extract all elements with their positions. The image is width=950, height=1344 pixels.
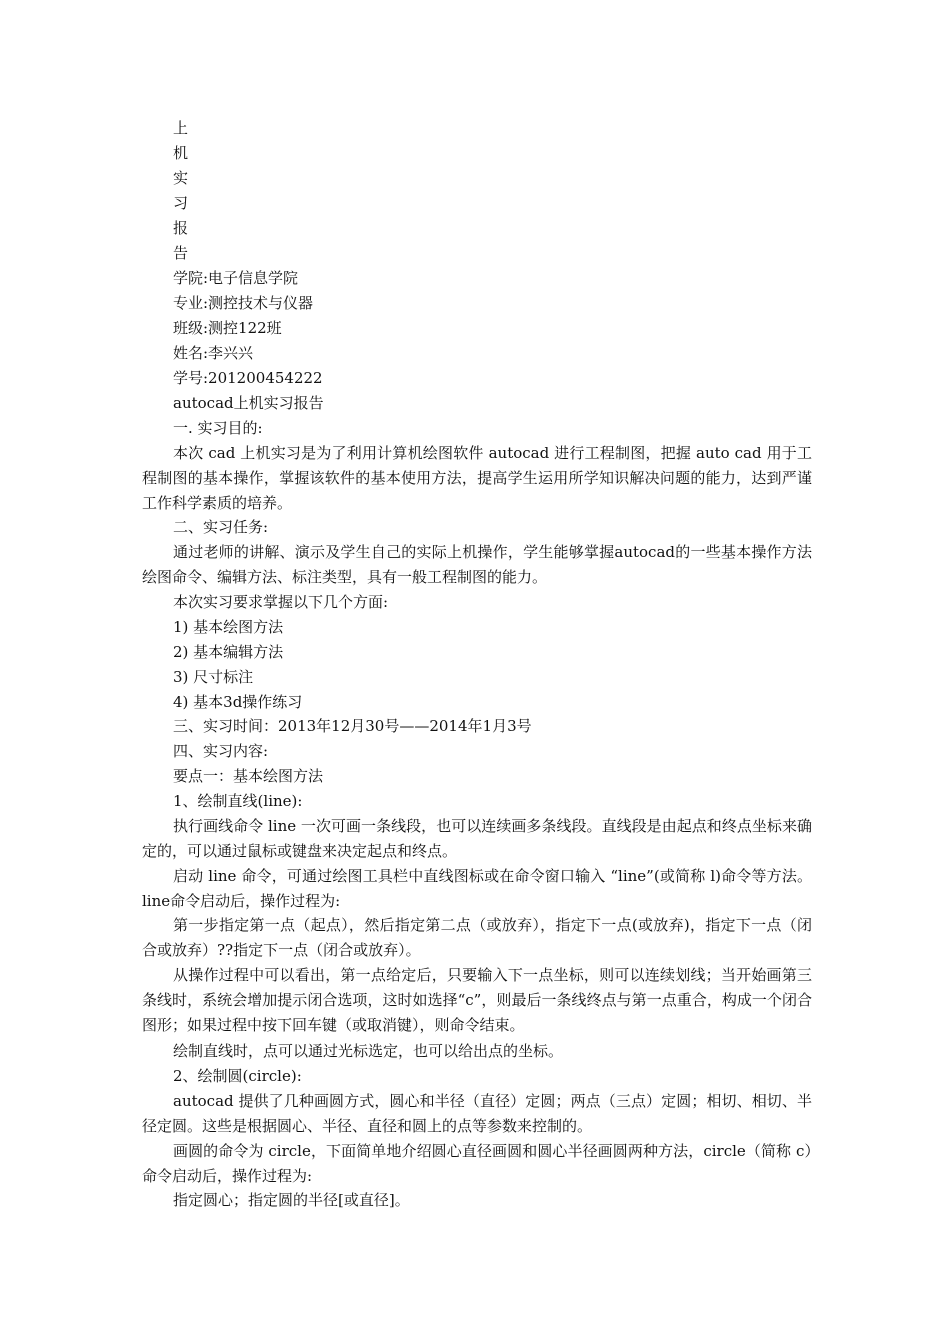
line-paragraph-2: 启动 line 命令，可通过绘图工具栏中直线图标或在命令窗口输入 “line”(或简称 l)命令等方法。line命令启动后，操作过程为: [142,867,812,910]
point-one-heading: 要点一：基本绘图方法 [173,767,324,785]
title-char: 上 [173,119,189,137]
circle-paragraph-2: 画圆的命令为 circle，下面简单地介绍圆心直径画圆和圆心半径画圆两种方法，circle（简称 c）命令启动后，操作过程为: [142,1142,812,1185]
circle-paragraph-3: 指定圆心；指定圆的半径[或直径]。 [173,1191,410,1209]
circle-section-heading: 2、绘制圆(circle): [173,1067,302,1085]
requirement-item: 2) 基本编辑方法 [173,643,284,661]
circle-paragraph-1: autocad 提供了几种画圆方式，圆心和半径（直径）定圆；两点（三点）定圆；相切、相切、半径定圆。这些是根据圆心、半径、直径和圆上的点等参数来控制的。 [142,1092,812,1135]
purpose-heading: 一. 实习目的: [173,419,263,437]
line-section-heading: 1、绘制直线(line): [173,792,303,810]
requirements-intro: 本次实习要求掌握以下几个方面: [173,593,389,611]
time-heading: 三、实习时间：2013年12月30号——2014年1月3号 [173,717,532,735]
purpose-paragraph: 本次 cad 上机实习是为了利用计算机绘图软件 autocad 进行工程制图，把握 auto cad 用于工程制图的基本操作，掌握该软件的基本使用方法，提高学生运用所学知识解决问题的能力，达到严谨工作科学素质的培养。 [142,444,812,512]
title-char: 报 [173,219,189,237]
major-line: 专业:测控技术与仪器 [173,294,314,312]
student-id-line: 学号:201200454222 [173,369,323,387]
title-char: 告 [173,244,189,262]
name-line: 姓名:李兴兴 [173,344,254,362]
line-paragraph-1: 执行画线命令 line 一次可画一条线段，也可以连续画多条线段。直线段是由起点和终点坐标来确定的，可以通过鼠标或键盘来决定起点和终点。 [142,817,812,860]
line-paragraph-5: 绘制直线时，点可以通过光标选定，也可以给出点的坐标。 [173,1042,564,1060]
line-paragraph-3: 第一步指定第一点（起点），然后指定第二点（或放弃），指定下一点(或放弃)，指定下一点（闭合或放弃）??指定下一点（闭合或放弃）。 [142,916,812,959]
task-heading: 二、实习任务: [173,518,269,536]
document-title: autocad上机实习报告 [173,394,324,412]
requirement-item: 4) 基本3d操作练习 [173,693,303,711]
requirement-item: 3) 尺寸标注 [173,668,254,686]
task-paragraph: 通过老师的讲解、演示及学生自己的实际上机操作，学生能够掌握autocad的一些基本操作方法绘图命令、编辑方法、标注类型，具有一般工程制图的能力。 [142,543,812,586]
title-char: 习 [173,194,189,212]
title-char: 实 [173,169,189,187]
line-paragraph-4: 从操作过程中可以看出，第一点给定后，只要输入下一点坐标，则可以连续划线；当开始画第三条线时，系统会增加提示闭合选项，这时如选择“c”，则最后一条线终点与第一点重合，构成一个闭合图形；如果过程中按下回车键（或取消键），则命令结束。 [142,966,812,1034]
requirement-item: 1) 基本绘图方法 [173,618,284,636]
content-heading: 四、实习内容: [173,742,269,760]
class-line: 班级:测控122班 [173,319,282,337]
title-char: 机 [173,144,189,162]
college-line: 学院:电子信息学院 [173,269,299,287]
